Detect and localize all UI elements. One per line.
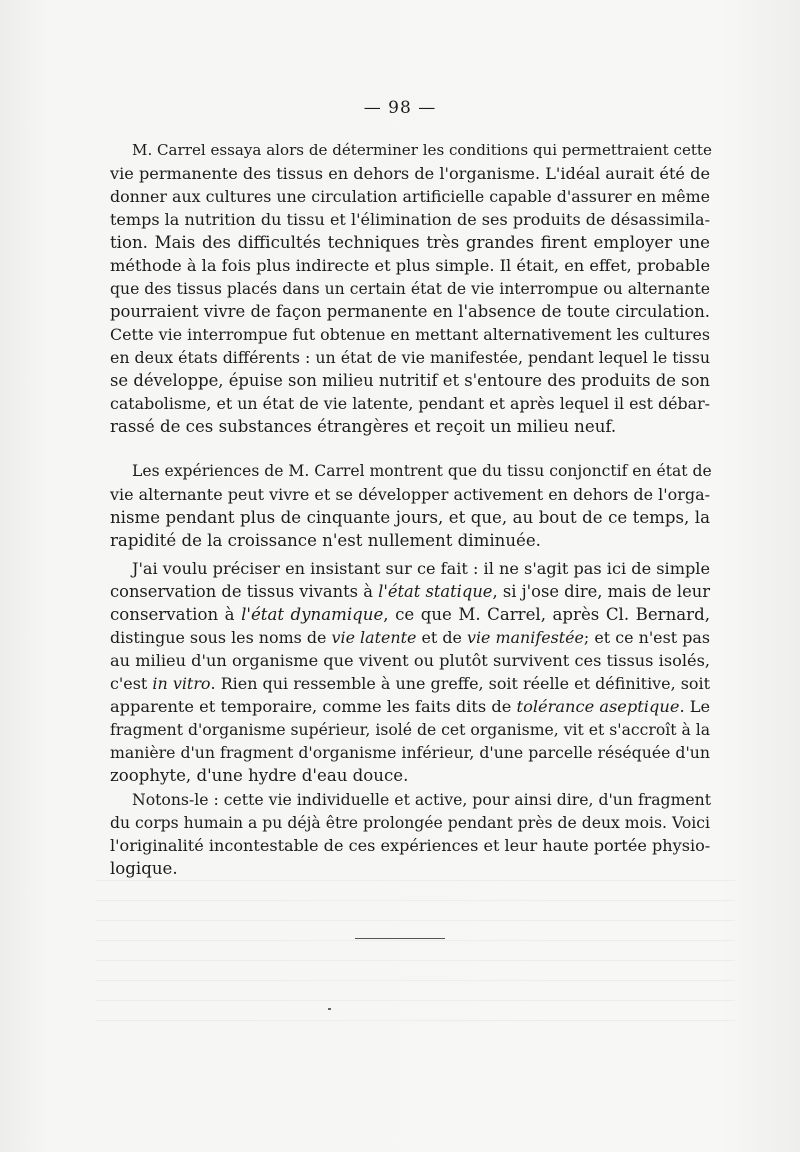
text-line: en deux états différents : un état de vie manifestée, pendant lequel le tissu [110, 348, 711, 367]
text-run: apparente et temporaire, comme les faits dits de [110, 697, 517, 716]
text-line: rapidité de la croissance n'est nullement diminuée. [110, 531, 541, 550]
paragraph-4 [110, 788, 710, 880]
text-run: . Le [679, 697, 711, 716]
italic-term: vie manifestée [466, 628, 584, 647]
text-line: Cette vie interrompue fut obtenue en mettant alternativement les cultures [110, 325, 710, 344]
italic-term: l'état statique [378, 582, 493, 601]
text-line [110, 672, 710, 695]
text-line: vie alternante peut vivre et se développer activement en dehors de l'orga- [110, 485, 710, 504]
text-line [110, 695, 710, 718]
text-run: , ce que M. Carrel, après Cl. Bernard, [383, 605, 710, 624]
text-run: c'est [110, 674, 153, 693]
text-line [110, 580, 710, 603]
text-line: catabolisme, et un état de vie latente, pendant et après lequel il est débar- [110, 394, 710, 413]
text-line: que des tissus placés dans un certain état de vie interrompue ou alternante [110, 279, 710, 298]
text-run: . Rien qui ressemble à une greffe, soit réelle et définitive, soit [210, 674, 710, 693]
text-run: conservation à [110, 605, 242, 624]
text-line: méthode à la fois plus indirecte et plus simple. Il était, en effet, probable [110, 256, 711, 275]
text-run: , si j'ose dire, mais de leur [492, 582, 711, 601]
italic-term: vie latente [331, 628, 417, 647]
text-line: temps la nutrition du tissu et l'élimination de ses produits de désassimila- [110, 210, 710, 229]
text-line: fragment d'organisme supérieur, isolé de cet organisme, vit et s'accroît à la [110, 720, 711, 739]
text-line: zoophyte, d'une hydre d'eau douce. [110, 766, 409, 785]
text-line [110, 603, 710, 626]
italic-term: tolérance aseptique [516, 697, 680, 716]
text-line: donner aux cultures une circulation artificielle capable d'assurer en même [110, 187, 710, 206]
ink-speck [328, 1008, 331, 1010]
text-line: Notons-le : cette vie individuelle et active, pour ainsi dire, d'un fragment [132, 790, 712, 809]
text-run: ; et ce n'est pas [583, 628, 710, 647]
text-line: pourraient vivre de façon permanente en l'absence de toute circulation. [110, 302, 710, 321]
text-line: du corps humain a pu déjà être prolongée pendant près de deux mois. Voici [110, 813, 710, 832]
italic-term: in vitro [152, 674, 211, 693]
text-run: et de [416, 628, 467, 647]
text-run: distingue sous les noms de [110, 628, 332, 647]
text-line: nisme pendant plus de cinquante jours, et que, au bout de ce temps, la [110, 508, 710, 527]
text-line: logique. [110, 859, 178, 878]
text-line: se développe, épuise son milieu nutritif et s'entoure des produits de son [110, 371, 710, 390]
text-run: conservation de tissus vivants à [110, 582, 379, 601]
text-line: tion. Mais des difficultés techniques très grandes firent employer une [110, 233, 710, 252]
text-line [110, 626, 710, 649]
text-line: M. Carrel essaya alors de déterminer les conditions qui permettraient cette [132, 141, 712, 159]
text-line: Les expériences de M. Carrel montrent que du tissu conjonctif en état de [132, 462, 712, 480]
text-line: manière d'un fragment d'organisme inférieur, d'une parcelle réséquée d'un [110, 743, 710, 762]
text-line: rassé de ces substances étrangères et reçoit un milieu neuf. [110, 417, 617, 436]
text-line: J'ai voulu préciser en insistant sur ce fait : il ne s'agit pas ici de simple [132, 559, 711, 578]
paragraph-1 [110, 139, 710, 438]
page-number: — 98 — [363, 98, 437, 118]
paragraph-2 [110, 460, 710, 552]
section-divider [355, 938, 445, 939]
text-line: au milieu d'un organisme que vivent ou plutôt survivent ces tissus isolés, [110, 651, 710, 670]
text-line: vie permanente des tissus en dehors de l'organisme. L'idéal aurait été de [110, 164, 710, 183]
italic-term: l'état dynamique [241, 605, 384, 624]
paragraph-3 [110, 557, 710, 787]
text-line: l'originalité incontestable de ces expériences et leur haute portée physio- [110, 836, 711, 855]
show-through-texture [95, 880, 735, 1040]
